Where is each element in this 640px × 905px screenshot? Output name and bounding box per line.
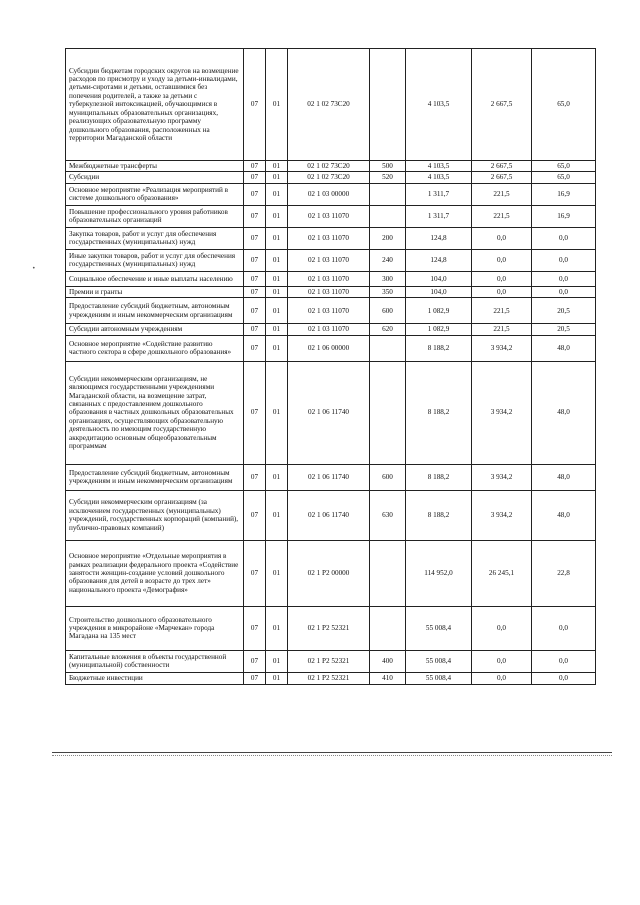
table-row bbox=[66, 540, 596, 606]
cell-name: Межбюджетные трансферты bbox=[66, 161, 244, 172]
cell-name: Основное мероприятие «Отдельные мероприятия в рамках реализации федерального проекта «Содействие занятости женщин-создание условий дошкольного образования для детей в возрасте до трех лет» национального проекта «Демография» bbox=[66, 540, 244, 606]
cell-vr: 600 bbox=[370, 298, 406, 324]
cell-rz: 07 bbox=[244, 172, 266, 183]
cell-csr: 02 1 02 73С20 bbox=[288, 161, 370, 172]
cell-rz: 07 bbox=[244, 672, 266, 684]
cell-rz: 07 bbox=[244, 249, 266, 271]
table-row bbox=[66, 161, 596, 172]
cell-rz: 07 bbox=[244, 324, 266, 335]
cell-pct: 65,0 bbox=[532, 161, 596, 172]
cell-vr: 600 bbox=[370, 464, 406, 490]
cell-vr bbox=[370, 49, 406, 161]
cell-name: Субсидии некоммерческим организациям, не являющимся государственными учреждениями Магаданской области, на возмещение затрат, связанных с предоставлением дошкольного образования в частных дошкольных образовательных организациях, осуществляющих образовательную деятельность по имеющим государственную аккредитацию основным общеобразовательным программам bbox=[66, 361, 244, 464]
cell-vr: 500 bbox=[370, 161, 406, 172]
cell-pr: 01 bbox=[266, 183, 288, 205]
table-row bbox=[66, 49, 596, 161]
cell-fact: 0,0 bbox=[472, 650, 532, 672]
cell-pr: 01 bbox=[266, 271, 288, 286]
cell-vr: 240 bbox=[370, 249, 406, 271]
cell-pct: 48,0 bbox=[532, 361, 596, 464]
cell-plan: 104,0 bbox=[406, 286, 472, 297]
cell-rz: 07 bbox=[244, 271, 266, 286]
cell-name: Премии и гранты bbox=[66, 286, 244, 297]
cell-fact: 0,0 bbox=[472, 672, 532, 684]
cell-vr: 630 bbox=[370, 490, 406, 540]
cell-pct: 0,0 bbox=[532, 606, 596, 650]
cell-fact: 221,5 bbox=[472, 324, 532, 335]
cell-pr: 01 bbox=[266, 249, 288, 271]
cell-vr: 300 bbox=[370, 271, 406, 286]
cell-fact: 0,0 bbox=[472, 227, 532, 249]
cell-pct: 22,8 bbox=[532, 540, 596, 606]
cell-plan: 1 082,9 bbox=[406, 324, 472, 335]
cell-pct: 16,9 bbox=[532, 205, 596, 227]
table-row bbox=[66, 172, 596, 183]
cell-fact: 2 667,5 bbox=[472, 172, 532, 183]
cell-pct: 48,0 bbox=[532, 335, 596, 361]
cell-rz: 07 bbox=[244, 650, 266, 672]
cell-pct: 65,0 bbox=[532, 172, 596, 183]
cell-csr: 02 1 02 73С20 bbox=[288, 172, 370, 183]
cell-pr: 01 bbox=[266, 335, 288, 361]
cell-fact: 3 934,2 bbox=[472, 361, 532, 464]
bottom-rule-dotted bbox=[52, 755, 612, 756]
cell-plan: 8 188,2 bbox=[406, 464, 472, 490]
cell-pct: 0,0 bbox=[532, 650, 596, 672]
cell-name: Бюджетные инвестиции bbox=[66, 672, 244, 684]
cell-pct: 0,0 bbox=[532, 286, 596, 297]
cell-plan: 55 008,4 bbox=[406, 650, 472, 672]
cell-rz: 07 bbox=[244, 490, 266, 540]
cell-plan: 1 082,9 bbox=[406, 298, 472, 324]
cell-csr: 02 1 03 11070 bbox=[288, 298, 370, 324]
cell-name: Основное мероприятие «Реализация мероприятий в системе дошкольного образования» bbox=[66, 183, 244, 205]
cell-fact: 2 667,5 bbox=[472, 161, 532, 172]
cell-name: Субсидии некоммерческим организациям (за исключением государственных (муниципальных) учреждений, государственных корпораций (компаний), публично-правовых компаний) bbox=[66, 490, 244, 540]
cell-rz: 07 bbox=[244, 286, 266, 297]
cell-pr: 01 bbox=[266, 227, 288, 249]
table-row bbox=[66, 672, 596, 684]
cell-pr: 01 bbox=[266, 361, 288, 464]
cell-csr: 02 1 Р2 52321 bbox=[288, 650, 370, 672]
table-row bbox=[66, 271, 596, 286]
cell-pr: 01 bbox=[266, 161, 288, 172]
table-row bbox=[66, 335, 596, 361]
cell-pct: 0,0 bbox=[532, 227, 596, 249]
cell-pr: 01 bbox=[266, 464, 288, 490]
cell-fact: 221,5 bbox=[472, 183, 532, 205]
cell-pr: 01 bbox=[266, 650, 288, 672]
cell-vr: 350 bbox=[370, 286, 406, 297]
cell-name: Предоставление субсидий бюджетным, автономным учреждениям и иным некоммерческим организациям bbox=[66, 464, 244, 490]
table-row bbox=[66, 227, 596, 249]
cell-vr bbox=[370, 606, 406, 650]
cell-vr bbox=[370, 540, 406, 606]
cell-fact: 221,5 bbox=[472, 298, 532, 324]
table-row bbox=[66, 324, 596, 335]
cell-vr bbox=[370, 205, 406, 227]
table-row bbox=[66, 298, 596, 324]
cell-csr: 02 1 03 11070 bbox=[288, 324, 370, 335]
cell-csr: 02 1 Р2 52321 bbox=[288, 606, 370, 650]
cell-vr bbox=[370, 335, 406, 361]
cell-vr: 620 bbox=[370, 324, 406, 335]
cell-rz: 07 bbox=[244, 227, 266, 249]
cell-pr: 01 bbox=[266, 286, 288, 297]
cell-name: Социальное обеспечение и иные выплаты населению bbox=[66, 271, 244, 286]
cell-pr: 01 bbox=[266, 49, 288, 161]
table-row bbox=[66, 286, 596, 297]
cell-vr: 400 bbox=[370, 650, 406, 672]
cell-name: Основное мероприятие «Содействие развитию частного сектора в сфере дошкольного образования» bbox=[66, 335, 244, 361]
cell-fact: 0,0 bbox=[472, 249, 532, 271]
cell-pr: 01 bbox=[266, 298, 288, 324]
cell-pr: 01 bbox=[266, 172, 288, 183]
cell-plan: 55 008,4 bbox=[406, 672, 472, 684]
cell-csr: 02 1 Р2 52321 bbox=[288, 672, 370, 684]
cell-csr: 02 1 06 00000 bbox=[288, 335, 370, 361]
table-row bbox=[66, 490, 596, 540]
cell-csr: 02 1 02 73С20 bbox=[288, 49, 370, 161]
cell-pct: 48,0 bbox=[532, 490, 596, 540]
scan-mark: • bbox=[32, 265, 36, 272]
cell-vr: 410 bbox=[370, 672, 406, 684]
cell-plan: 1 311,7 bbox=[406, 205, 472, 227]
cell-fact: 3 934,2 bbox=[472, 335, 532, 361]
cell-fact: 3 934,2 bbox=[472, 490, 532, 540]
cell-pct: 0,0 bbox=[532, 672, 596, 684]
cell-fact: 2 667,5 bbox=[472, 49, 532, 161]
cell-vr bbox=[370, 361, 406, 464]
cell-plan: 55 008,4 bbox=[406, 606, 472, 650]
cell-fact: 0,0 bbox=[472, 286, 532, 297]
cell-name: Субсидии бюджетам городских округов на возмещение расходов по присмотру и уходу за детьми-инвалидами, детьми-сиротами и детьми, оставшимися без попечения родителей, а также за детьми с туберкулезной интоксикацией, обучающимися в муниципальных образовательных организациях, реализующих образовательную программу дошкольного образования, расположенных на территории Магаданской области bbox=[66, 49, 244, 161]
cell-pct: 0,0 bbox=[532, 271, 596, 286]
table-row bbox=[66, 650, 596, 672]
cell-rz: 07 bbox=[244, 49, 266, 161]
cell-rz: 07 bbox=[244, 161, 266, 172]
cell-plan: 8 188,2 bbox=[406, 335, 472, 361]
cell-pct: 16,9 bbox=[532, 183, 596, 205]
cell-rz: 07 bbox=[244, 361, 266, 464]
cell-rz: 07 bbox=[244, 205, 266, 227]
cell-pct: 20,5 bbox=[532, 298, 596, 324]
cell-csr: 02 1 03 11070 bbox=[288, 271, 370, 286]
cell-csr: 02 1 Р2 00000 bbox=[288, 540, 370, 606]
cell-pct: 48,0 bbox=[532, 464, 596, 490]
cell-pr: 01 bbox=[266, 540, 288, 606]
cell-plan: 124,8 bbox=[406, 227, 472, 249]
cell-fact: 221,5 bbox=[472, 205, 532, 227]
cell-pr: 01 bbox=[266, 324, 288, 335]
cell-pct: 65,0 bbox=[532, 49, 596, 161]
cell-csr: 02 1 03 11070 bbox=[288, 249, 370, 271]
cell-csr: 02 1 06 11740 bbox=[288, 490, 370, 540]
cell-name: Иные закупки товаров, работ и услуг для обеспечения государственных (муниципальных) нужд bbox=[66, 249, 244, 271]
cell-name: Субсидии автономным учреждениям bbox=[66, 324, 244, 335]
cell-rz: 07 bbox=[244, 183, 266, 205]
cell-vr bbox=[370, 183, 406, 205]
cell-plan: 4 103,5 bbox=[406, 49, 472, 161]
cell-fact: 0,0 bbox=[472, 271, 532, 286]
cell-name: Строительство дошкольного образовательного учреждения в микрорайоне «Марчекан» города Магадана на 135 мест bbox=[66, 606, 244, 650]
table-row bbox=[66, 249, 596, 271]
cell-plan: 124,8 bbox=[406, 249, 472, 271]
cell-rz: 07 bbox=[244, 298, 266, 324]
cell-rz: 07 bbox=[244, 540, 266, 606]
cell-name: Закупка товаров, работ и услуг для обеспечения государственных (муниципальных) нужд bbox=[66, 227, 244, 249]
cell-fact: 0,0 bbox=[472, 606, 532, 650]
cell-csr: 02 1 06 11740 bbox=[288, 464, 370, 490]
cell-fact: 3 934,2 bbox=[472, 464, 532, 490]
table-row bbox=[66, 464, 596, 490]
cell-csr: 02 1 06 11740 bbox=[288, 361, 370, 464]
cell-csr: 02 1 03 11070 bbox=[288, 205, 370, 227]
cell-plan: 8 188,2 bbox=[406, 490, 472, 540]
cell-rz: 07 bbox=[244, 606, 266, 650]
table-row bbox=[66, 606, 596, 650]
cell-pr: 01 bbox=[266, 205, 288, 227]
cell-rz: 07 bbox=[244, 464, 266, 490]
table-row bbox=[66, 205, 596, 227]
cell-name: Субсидии bbox=[66, 172, 244, 183]
cell-fact: 26 245,1 bbox=[472, 540, 532, 606]
table-row bbox=[66, 361, 596, 464]
cell-plan: 1 311,7 bbox=[406, 183, 472, 205]
cell-plan: 4 103,5 bbox=[406, 172, 472, 183]
cell-plan: 114 952,0 bbox=[406, 540, 472, 606]
cell-plan: 8 188,2 bbox=[406, 361, 472, 464]
cell-vr: 520 bbox=[370, 172, 406, 183]
table-row bbox=[66, 183, 596, 205]
bottom-rule bbox=[52, 752, 612, 753]
table-body bbox=[66, 49, 596, 685]
cell-vr: 200 bbox=[370, 227, 406, 249]
cell-pct: 20,5 bbox=[532, 324, 596, 335]
cell-name: Повышение профессионального уровня работников образовательных организаций bbox=[66, 205, 244, 227]
cell-name: Капитальные вложения в объекты государственной (муниципальной) собственности bbox=[66, 650, 244, 672]
cell-csr: 02 1 03 11070 bbox=[288, 227, 370, 249]
cell-plan: 104,0 bbox=[406, 271, 472, 286]
cell-pct: 0,0 bbox=[532, 249, 596, 271]
cell-rz: 07 bbox=[244, 335, 266, 361]
cell-pr: 01 bbox=[266, 490, 288, 540]
cell-csr: 02 1 03 11070 bbox=[288, 286, 370, 297]
cell-name: Предоставление субсидий бюджетным, автономным учреждениям и иным некоммерческим организациям bbox=[66, 298, 244, 324]
budget-table bbox=[65, 48, 596, 685]
cell-plan: 4 103,5 bbox=[406, 161, 472, 172]
cell-pr: 01 bbox=[266, 606, 288, 650]
cell-csr: 02 1 03 00000 bbox=[288, 183, 370, 205]
cell-pr: 01 bbox=[266, 672, 288, 684]
